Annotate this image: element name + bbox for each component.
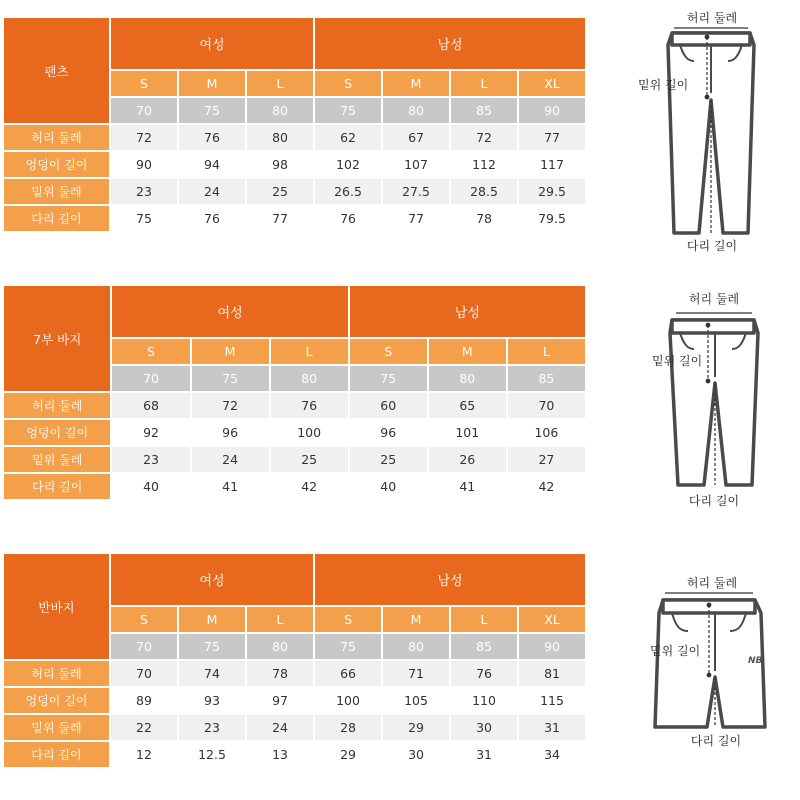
table-cell: 25 [271,447,348,472]
table-cell: 41 [192,474,269,499]
size-number: 75 [315,98,381,123]
size-label: M [383,607,449,632]
size-number: 80 [271,366,348,391]
table-cell: 68 [112,393,189,418]
table-cell: 25 [350,447,427,472]
table-row [4,447,585,472]
men-header: 남성 [315,554,585,605]
size-number: 80 [383,634,449,659]
size-number: 75 [192,366,269,391]
table-row [4,688,585,713]
table-cell: 24 [247,715,313,740]
table-cell: 22 [111,715,177,740]
table-cell: 92 [112,420,189,445]
table-row [4,661,585,686]
table-cell: 29 [315,742,381,767]
table-row [4,393,585,418]
table-cell: 100 [271,420,348,445]
table-cell: 76 [179,125,245,150]
size-number: 80 [247,634,313,659]
table-cell: 75 [111,206,177,231]
table-cell: 29 [383,715,449,740]
table-cell: 79.5 [519,206,585,231]
cropped-pants-diagram [630,285,795,515]
table-cell: 70 [111,661,177,686]
table-cell: 102 [315,152,381,177]
size-number: 75 [315,634,381,659]
size-label: S [315,71,381,96]
row-label: 허리 둘레 [4,393,110,418]
table-cell: 67 [383,125,449,150]
size-label: S [111,607,177,632]
table-cell: 78 [247,661,313,686]
table-row [4,179,585,204]
men-header: 남성 [350,286,585,337]
table-cell: 89 [111,688,177,713]
table-cell: 12 [111,742,177,767]
table-cell: 90 [111,152,177,177]
category-label: 팬츠 [4,18,109,123]
size-label: M [179,71,245,96]
table-cell: 23 [179,715,245,740]
waist-label: 허리 둘레 [686,576,738,590]
table-cell: 23 [111,179,177,204]
row-label: 엉덩이 길이 [4,688,109,713]
waistband [672,33,750,45]
table-cell: 105 [383,688,449,713]
table-cell: 107 [383,152,449,177]
table-cell: 40 [350,474,427,499]
rise-label: 밑위 길이 [650,644,701,658]
row-label: 엉덩이 길이 [4,420,110,445]
table-cell: 29.5 [519,179,585,204]
size-number: 90 [519,98,585,123]
table-cell: 27 [508,447,585,472]
table-cell: 34 [519,742,585,767]
size-number: 70 [112,366,189,391]
size-label: S [111,71,177,96]
cropped-pants-size-table [2,284,587,501]
table-cell: 74 [179,661,245,686]
size-number: 80 [383,98,449,123]
row-label: 다리 길이 [4,742,109,767]
table-cell: 106 [508,420,585,445]
rise-label: 밑위 길이 [652,354,703,368]
table-cell: 77 [383,206,449,231]
size-number: 75 [179,634,245,659]
shorts-size-table [2,552,587,769]
size-number: 85 [451,634,517,659]
row-label: 밑위 둘레 [4,715,109,740]
table-cell: 12.5 [179,742,245,767]
leg-label: 다리 길이 [688,494,740,508]
table-cell: 71 [383,661,449,686]
size-label: XL [519,71,585,96]
table-cell: 26.5 [315,179,381,204]
table-cell: 42 [508,474,585,499]
size-label: M [383,71,449,96]
table-cell: 28.5 [451,179,517,204]
waist-label: 허리 둘레 [686,11,738,25]
women-header: 여성 [111,18,313,69]
table-cell: 117 [519,152,585,177]
table-row [4,474,585,499]
table-cell: 96 [350,420,427,445]
table-cell: 30 [383,742,449,767]
table-cell: 76 [271,393,348,418]
row-label: 엉덩이 길이 [4,152,109,177]
table-cell: 66 [315,661,381,686]
logo-icon: NB [748,656,763,666]
table-cell: 98 [247,152,313,177]
leg-label: 다리 길이 [690,734,742,748]
size-number: 70 [111,634,177,659]
table-row [4,125,585,150]
table-row [4,152,585,177]
table-row [4,715,585,740]
size-label: S [112,339,189,364]
size-label: L [247,607,313,632]
table-cell: 31 [519,715,585,740]
table-cell: 76 [315,206,381,231]
table-cell: 60 [350,393,427,418]
size-label: M [179,607,245,632]
table-cell: 110 [451,688,517,713]
table-row [4,742,585,767]
size-number: 80 [429,366,506,391]
table-cell: 42 [271,474,348,499]
table-cell: 100 [315,688,381,713]
size-number: 75 [179,98,245,123]
table-row [4,420,585,445]
waist-label: 허리 둘레 [688,292,740,306]
size-label: S [350,339,427,364]
row-label: 다리 길이 [4,206,109,231]
table-cell: 27.5 [383,179,449,204]
table-cell: 23 [112,447,189,472]
table-cell: 65 [429,393,506,418]
pants-diagram [630,5,795,255]
row-label: 다리 길이 [4,474,110,499]
table-cell: 24 [192,447,269,472]
size-label: L [508,339,585,364]
size-label: XL [519,607,585,632]
table-cell: 26 [429,447,506,472]
table-cell: 13 [247,742,313,767]
table-cell: 76 [179,206,245,231]
table-cell: 115 [519,688,585,713]
size-label: S [315,607,381,632]
table-cell: 81 [519,661,585,686]
men-header: 남성 [315,18,585,69]
size-number: 90 [519,634,585,659]
size-number: 85 [508,366,585,391]
table-cell: 28 [315,715,381,740]
row-label: 밑위 둘레 [4,447,110,472]
table-cell: 72 [451,125,517,150]
size-label: L [451,607,517,632]
row-label: 허리 둘레 [4,125,109,150]
table-cell: 112 [451,152,517,177]
row-label: 밑위 둘레 [4,179,109,204]
table-cell: 93 [179,688,245,713]
size-number: 75 [350,366,427,391]
size-number: 85 [451,98,517,123]
size-label: L [247,71,313,96]
women-header: 여성 [111,554,313,605]
table-cell: 96 [192,420,269,445]
table-row [4,206,585,231]
row-label: 허리 둘레 [4,661,109,686]
table-cell: 72 [192,393,269,418]
table-cell: 76 [451,661,517,686]
table-cell: 97 [247,688,313,713]
table-cell: 30 [451,715,517,740]
category-label: 7부 바지 [4,286,110,391]
rise-label: 밑위 길이 [638,78,689,92]
table-cell: 25 [247,179,313,204]
size-label: L [451,71,517,96]
size-label: M [192,339,269,364]
waistband [672,320,754,333]
table-cell: 77 [247,206,313,231]
table-cell: 62 [315,125,381,150]
size-label: L [271,339,348,364]
table-cell: 41 [429,474,506,499]
table-cell: 72 [111,125,177,150]
table-cell: 40 [112,474,189,499]
size-number: 80 [247,98,313,123]
table-cell: 70 [508,393,585,418]
size-label: M [429,339,506,364]
table-cell: 24 [179,179,245,204]
table-cell: 101 [429,420,506,445]
table-cell: 94 [179,152,245,177]
pants-size-table [2,16,587,233]
shorts-diagram [630,575,795,755]
women-header: 여성 [112,286,347,337]
table-cell: 31 [451,742,517,767]
leg-label: 다리 길이 [686,239,738,253]
category-label: 반바지 [4,554,109,659]
table-cell: 78 [451,206,517,231]
table-cell: 80 [247,125,313,150]
size-number: 70 [111,98,177,123]
table-cell: 77 [519,125,585,150]
